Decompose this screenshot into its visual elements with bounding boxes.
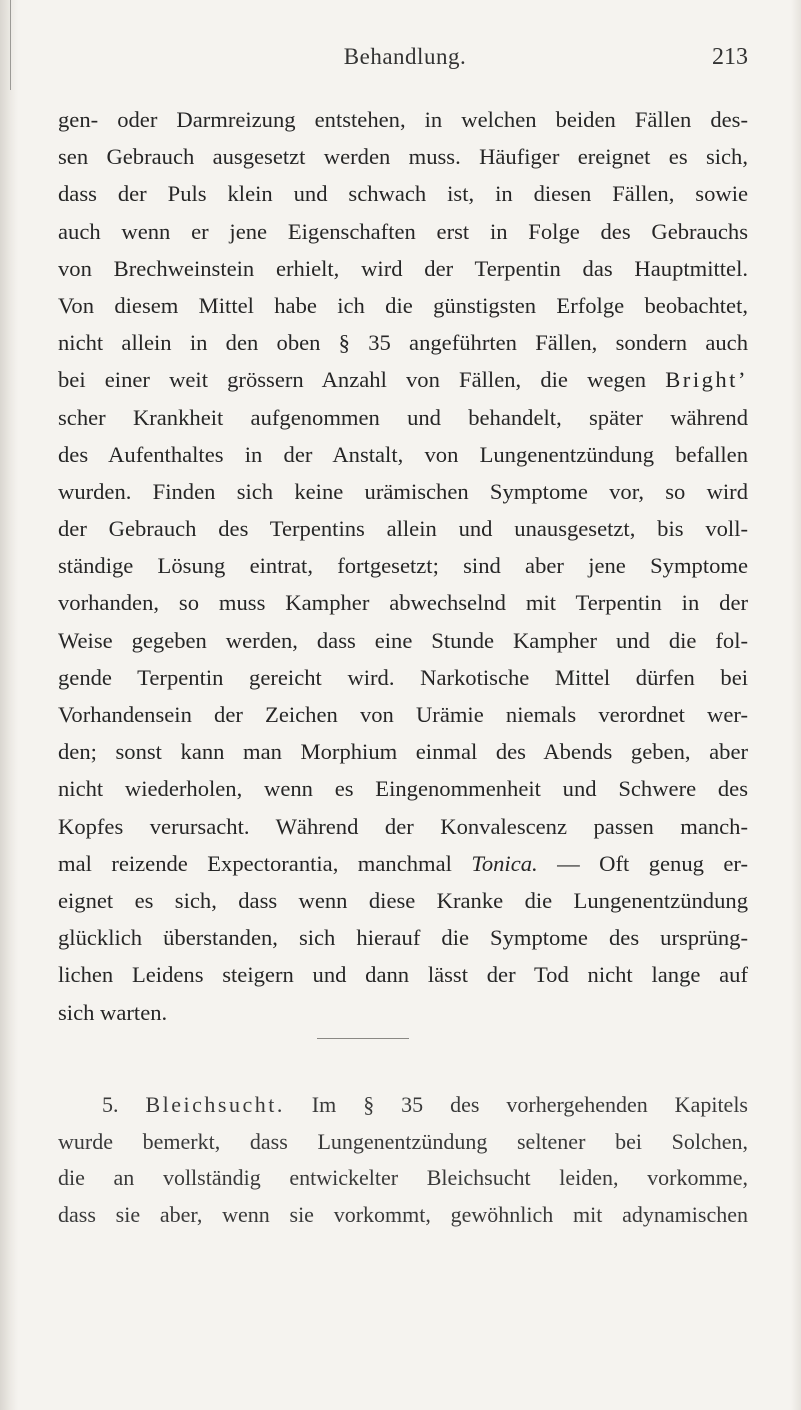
text-line: sich warten. [58,999,168,1025]
section-bleichsucht [58,1087,748,1233]
text-line: sen Gebrauch ausgesetzt werden muss. Häufiger ereignet es sich, [58,144,748,170]
text-segment: — Oft genug er- [537,850,748,876]
text-line: wurden. Finden sich keine urämischen Symptome vor, so wird [58,478,748,504]
text-line: Weise gegeben werden, dass eine Stunde Kampher und die fol- [58,627,748,653]
text-line: der Gebrauch des Terpentins allein und unausgesetzt, bis voll- [58,516,748,542]
text-segment: bei einer weit grössern Anzahl von Fällen, die wegen [58,367,666,393]
text-line: scher Krankheit aufgenommen und behandelt, später während [58,404,748,430]
text-line: ständige Lösung eintrat, fortgesetzt; sind aber jene Symptome [58,553,748,579]
main-paragraph [58,101,748,1031]
text-line: wurde bemerkt, dass Lungenentzündung seltener bei Solchen, [58,1128,748,1154]
text-line [58,845,748,882]
page-edge-shadow [791,0,801,1410]
text-line: nicht allein in den oben § 35 angeführten Fällen, sondern auch [58,330,748,356]
text-line: dass sie aber, wenn sie vorkommt, gewöhnlich mit adynamischen [58,1201,748,1227]
spaced-name-bright: Bright’ [665,367,748,393]
text-line: des Aufenthaltes in der Anstalt, von Lungenentzündung befallen [58,441,748,467]
section-heading-line [58,1087,748,1124]
text-line [58,361,748,398]
running-title: Behandlung. [343,44,467,69]
section-heading: Bleichsucht. [145,1092,285,1117]
text-line: die an vollständig entwickelter Bleichsucht leiden, vorkomme, [58,1165,748,1190]
section-divider [317,1038,409,1039]
text-line: eignet es sich, dass wenn diese Kranke die Lungenentzündung [58,887,748,913]
text-segment: mal reizende Expectorantia, manchmal [58,850,472,876]
section-number: 5. [102,1092,146,1117]
text-segment: Im § 35 des vorhergehenden Kapitels [284,1092,748,1117]
italic-term-tonica: Tonica. [471,850,538,876]
text-line: gen- oder Darmreizung entstehen, in welchen beiden Fällen des- [58,107,748,132]
page-number: 213 [712,44,748,70]
text-line: dass der Puls klein und schwach ist, in diesen Fällen, sowie [58,181,748,207]
text-line: vorhanden, so muss Kampher abwechselnd mit Terpentin in der [58,590,748,616]
text-line: Vorhandensein der Zeichen von Urämie niemals verordnet wer- [58,702,748,727]
text-line: Von diesem Mittel habe ich die günstigsten Erfolge beobachtet, [58,292,748,318]
text-line: glücklich überstanden, sich hierauf die Symptome des ursprüng- [58,925,748,951]
text-line: von Brechweinstein erhielt, wird der Terpentin das Hauptmittel. [58,255,748,281]
text-line: Kopfes verursacht. Während der Konvalescenz passen manch- [58,813,748,839]
text-line: auch wenn er jene Eigenschaften erst in Folge des Gebrauchs [58,218,748,244]
text-line: gende Terpentin gereicht wird. Narkotische Mittel dürfen bei [58,664,748,690]
binding-rule [10,0,11,90]
text-line: lichen Leidens steigern und dann lässt der Tod nicht lange auf [58,962,748,988]
text-line: nicht wiederholen, wenn es Eingenommenheit und Schwere des [58,776,748,802]
page-gutter-shadow [0,0,18,1410]
page-header [60,44,750,84]
text-line: den; sonst kann man Morphium einmal des Abends geben, aber [58,739,748,765]
